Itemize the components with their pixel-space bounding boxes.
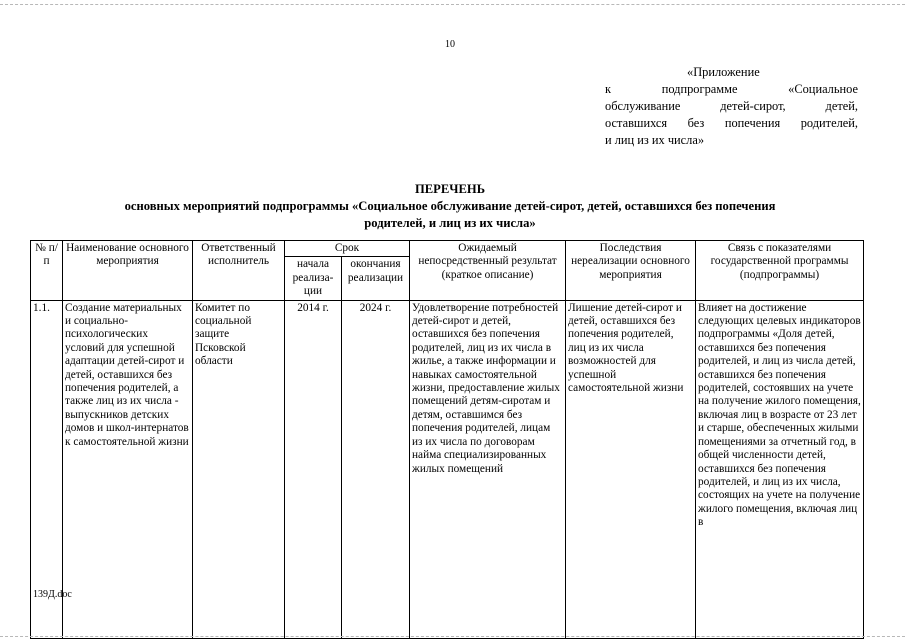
header-name: Наименование основного мероприятия xyxy=(63,241,193,301)
appendix-line: обслуживание детей-сирот, детей, xyxy=(605,99,858,113)
document-title xyxy=(40,181,860,232)
scan-top-edge xyxy=(0,4,905,5)
activities-table xyxy=(30,240,864,639)
title-subheading-cont: родителей, и лиц из их числа» xyxy=(364,216,536,230)
header-result: Ожидаемый непосредственный результат (краткое описание) xyxy=(410,241,566,301)
appendix-note xyxy=(605,64,858,149)
cell-start: 2014 г. xyxy=(285,300,342,638)
cell-name: Создание материальных и социально-психологических условий для успешной адаптации детей-сирот и детей, оставшихся без попечения родителей, а также лиц из их числа - выпускников детских домов и школ-интернатов к самостоятельной жизни xyxy=(63,300,193,638)
page-number: 10 xyxy=(445,39,455,50)
appendix-line: «Приложение xyxy=(687,65,760,79)
title-heading: ПЕРЕЧЕНЬ xyxy=(414,182,486,196)
cell-result: Удовлетворение потребностей детей-сирот и детей, оставшихся без попечения родителей, лиц из их числа в жилье, а также информации и навыках самостоятельной жизни, предоставление жилых помещений детям-сиротам и детям, оставшимся без попечения родителей, лицам из их числа по договорам найма специализированных жилых помещений xyxy=(410,300,566,638)
cell-consequences: Лишение детей-сирот и детей, оставшихся без попечения родителей, лиц из их числа возможностей для успешной самостоятельной жизни xyxy=(566,300,696,638)
table-header-row xyxy=(31,241,864,257)
appendix-line: к подпрограмме «Социальное xyxy=(605,82,858,96)
header-num: № п/п xyxy=(31,241,63,301)
header-executor: Ответственный исполнитель xyxy=(193,241,285,301)
header-consequences: Последствия нереализации основного мероприятия xyxy=(566,241,696,301)
scan-bottom-edge xyxy=(0,636,905,637)
cell-link: Влияет на достижение следующих целевых индикаторов подпрограммы «Доля детей, оставшихся без попечения родителей, и лиц из числа детей, оставшихся без попечения родителей, состоявших на учете на получение жилого помещения, включая лиц в возрасте от 23 лет и старше, обеспеченных жилыми помещениями за отчетный год, в общей численности детей, оставшихся без попечения родителей, и лиц из их числа, состоящих на учете на получение жилого помещения, включая лиц в xyxy=(696,300,864,638)
cell-end: 2024 г. xyxy=(342,300,410,638)
header-term-end: окончания реализации xyxy=(342,257,410,300)
appendix-line: оставшихся без попечения родителей, xyxy=(605,116,858,130)
appendix-line: и лиц из их числа» xyxy=(605,133,705,147)
header-term-start: начала реализа-ции xyxy=(285,257,342,300)
title-subheading: основных мероприятий подпрограммы «Социальное обслуживание детей-сирот, детей, оставшихся без попечения xyxy=(124,199,776,213)
cell-executor: Комитет по социальной защите Псковской области xyxy=(193,300,285,638)
header-link: Связь с показателями государственной программы (подпрограммы) xyxy=(696,241,864,301)
header-term: Срок xyxy=(285,241,410,257)
cell-num: 1.1. xyxy=(31,300,63,638)
table-row xyxy=(31,300,864,638)
footer-filename: 139Д.doc xyxy=(33,589,72,600)
